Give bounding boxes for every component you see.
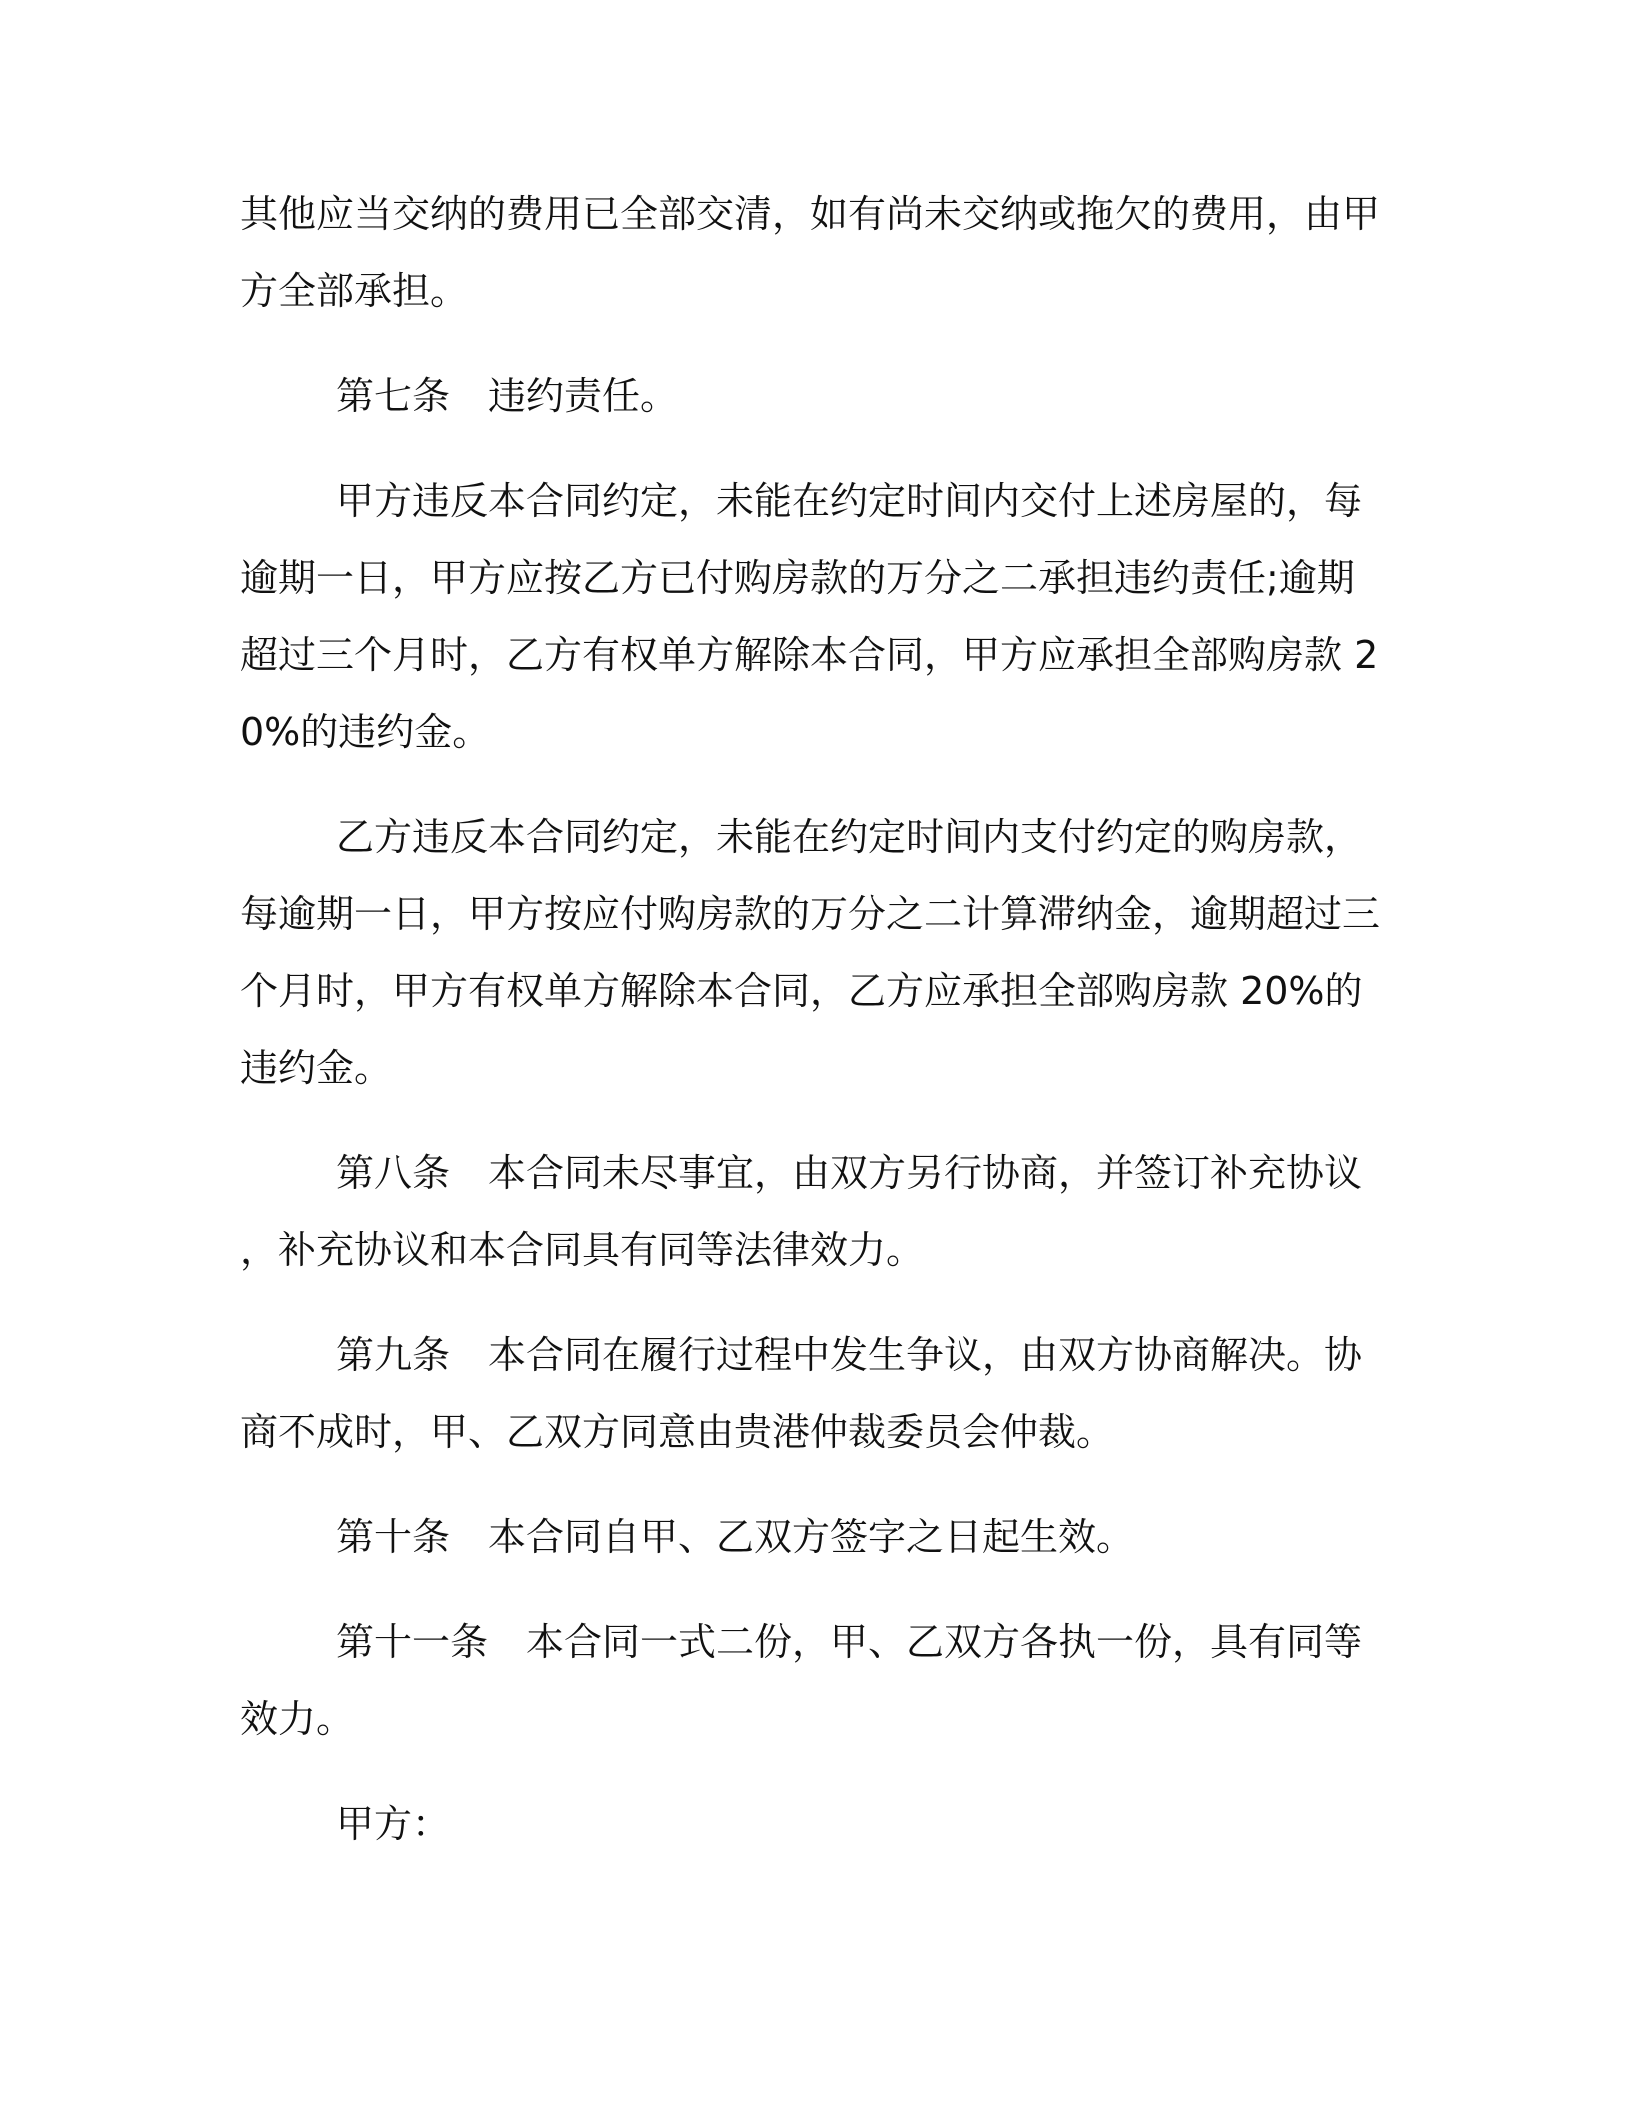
article-9 [240,1317,1390,1471]
article-number: 第十条 [336,1515,451,1559]
party-a-signature-label [240,1786,1390,1863]
article-text: 本合同自甲、乙双方签字之日起生效。 [488,1515,1135,1559]
article-8 [240,1135,1390,1289]
article-7-clause-a [240,463,1390,771]
article-number: 第十一条 [336,1620,489,1664]
document-body [240,176,1390,1891]
article-title: 违约责任。 [488,374,679,418]
article-10 [240,1499,1390,1576]
article-7-clause-b [240,799,1390,1107]
article-number: 第九条 [336,1333,451,1377]
signature-label-text: 甲方： [336,1802,451,1846]
article-7-heading [240,358,1390,435]
paragraph-continuation [240,176,1390,330]
paragraph-text: 其他应当交纳的费用已全部交清，如有尚未交纳或拖欠的费用，由甲方全部承担。 [240,192,1381,313]
article-number: 第八条 [336,1151,451,1195]
article-text: 本合同未尽事宜，由双方另行协商，并签订补充协议，补充协议和本合同具有同等法律效力。 [240,1151,1363,1272]
article-11 [240,1604,1390,1758]
paragraph-text: 甲方违反本合同约定，未能在约定时间内交付上述房屋的，每逾期一日，甲方应按乙方已付购房款的万分之二承担违约责任;逾期超过三个月时，乙方有权单方解除本合同，甲方应承担全部购房款 20%的违约金。 [240,479,1379,754]
article-text: 本合同在履行过程中发生争议，由双方协商解决。协商不成时，甲、乙双方同意由贵港仲裁委员会仲裁。 [240,1333,1363,1454]
article-text: 本合同一式二份，甲、乙双方各执一份，具有同等效力。 [240,1620,1363,1741]
paragraph-text: 乙方违反本合同约定，未能在约定时间内支付约定的购房款，每逾期一日，甲方按应付购房款的万分之二计算滞纳金，逾期超过三个月时，甲方有权单方解除本合同，乙方应承担全部购房款 20%的违约金。 [240,815,1381,1090]
article-number: 第七条 [336,374,451,418]
